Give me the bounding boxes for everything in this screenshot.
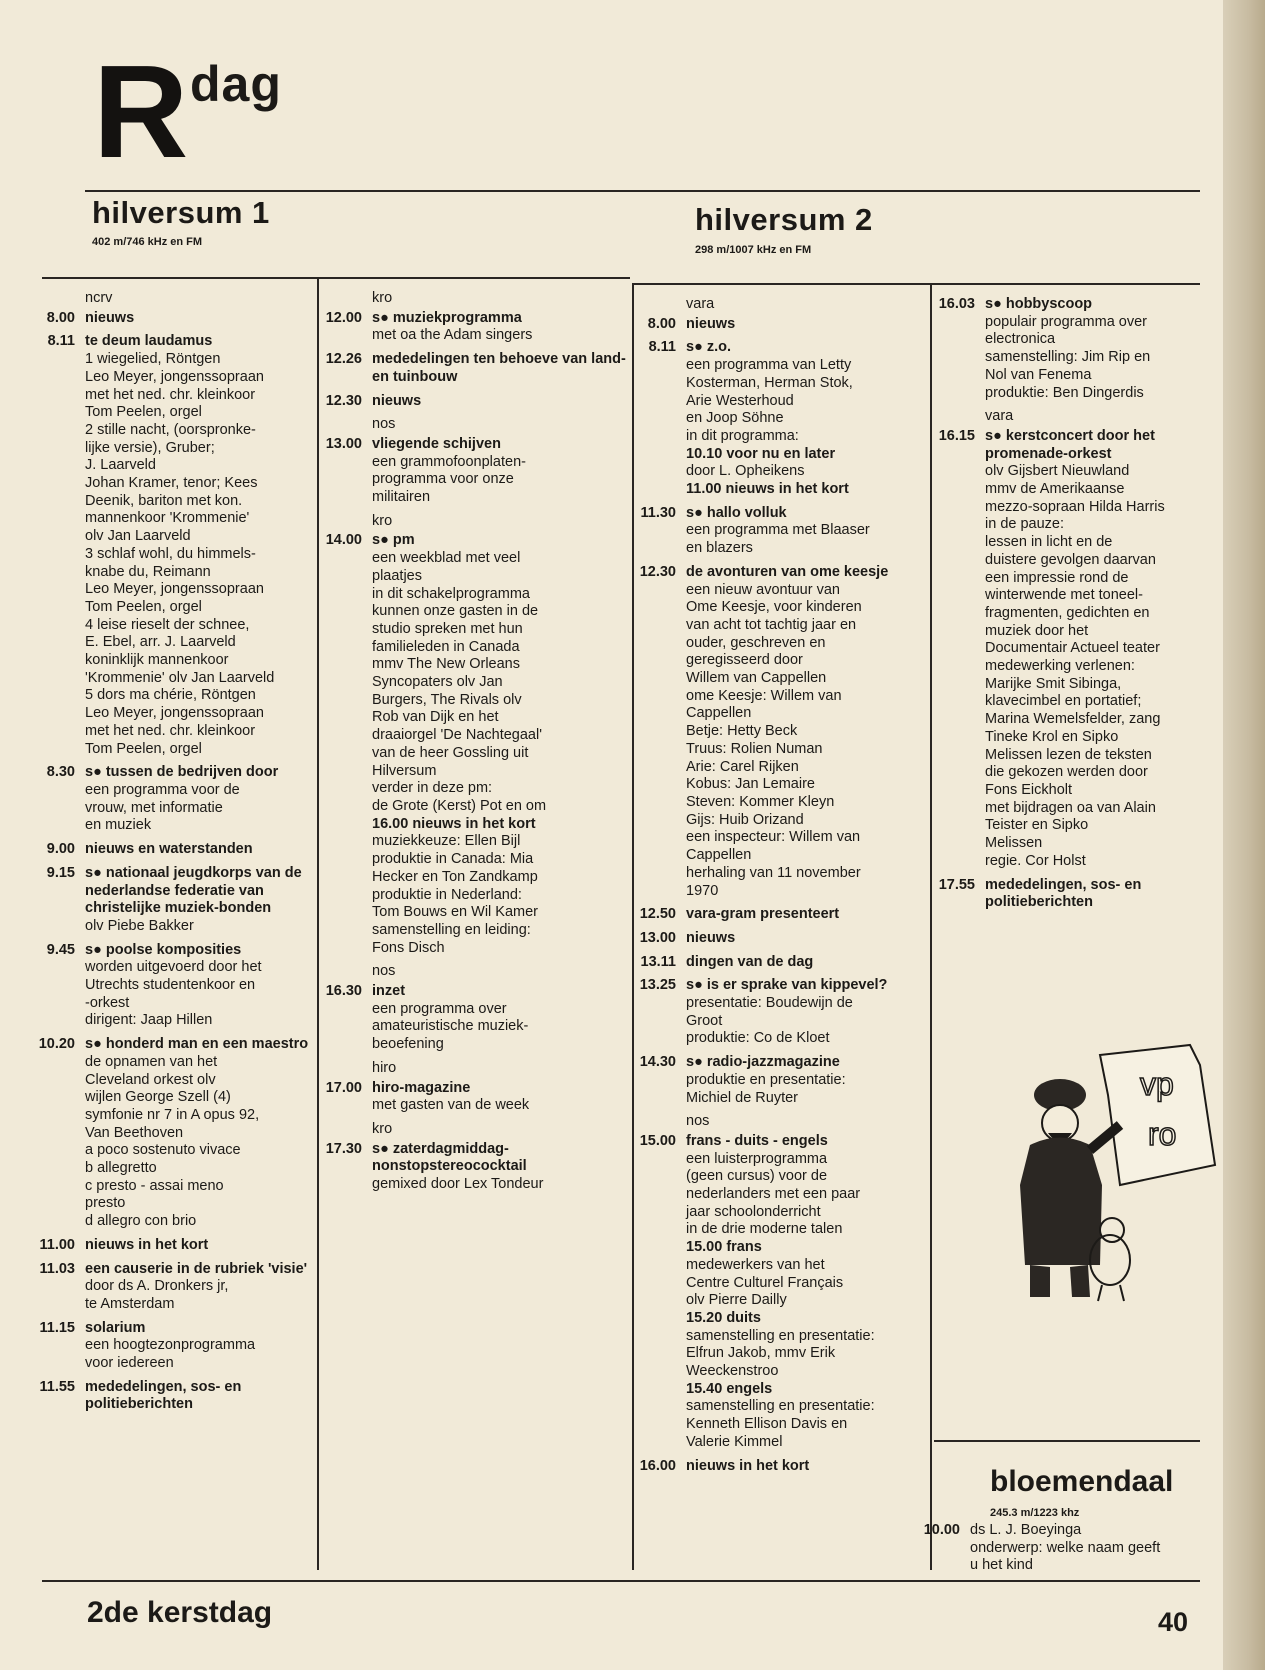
entry-title: mededelingen, sos- en politieberichten: [85, 1378, 242, 1413]
entry-time: 8.00: [647, 315, 676, 332]
entry-time: 12.00: [325, 309, 362, 326]
schedule-column-1: [35, 290, 315, 1420]
entry-description: door ds A. Dronkers jr, te Amsterdam: [85, 1278, 229, 1312]
entry-title: nieuws in het kort: [85, 1236, 209, 1253]
entry-time: 11.03: [39, 1260, 75, 1277]
entry-title: de avonturen van ome keesje: [686, 563, 889, 580]
entry-description: samenstelling en presentatie: Elfrun Jakob, mmv Erik Weeckenstroo: [686, 1327, 875, 1380]
entry-time: 14.30: [639, 1054, 676, 1071]
entry-body: [686, 1133, 926, 1452]
column-divider-3: [930, 285, 932, 1570]
entry-subheading: 15.00 frans: [686, 1239, 762, 1256]
entry-title: vara-gram presenteert: [686, 906, 840, 923]
schedule-entry: [322, 351, 627, 386]
entry-body: [372, 393, 627, 411]
entry-body: [85, 1036, 315, 1231]
entry-title: nieuws: [686, 315, 736, 332]
schedule-entry: [636, 954, 926, 972]
entry-title: nieuws in het kort: [686, 1457, 810, 1474]
entry-description: 1 wiegelied, Röntgen Leo Meyer, jongenssopraan met het ned. chr. kleinkoor Tom Peelen, orgel 2 stille nacht, (oorspronke- lijke versie), Gruber; J. Laarveld Johan Kramer, tenor; Kees Deenik, bariton met kon. mannenkoor 'Krommenie' olv Jan Laarveld 3 schlaf wohl, du himmels- knabe du, Reimann Leo Meyer, jongenssopraan Tom Peelen, orgel 4 leise rieselt der schnee, E. Ebel, arr. J. Laarveld koninklijk mannenkoor 'Krommenie' olv Jan Laarveld 5 dors ma chérie, Röntgen Leo Meyer, jongenssopraan met het ned. chr. kleinkoor Tom Peelen, orgel: [85, 351, 275, 757]
entry-time: 16.30: [325, 983, 362, 1000]
entry-body: [985, 428, 1205, 871]
schedule-entry: [322, 1141, 627, 1194]
entry-subheading: 15.20 duits: [686, 1309, 761, 1326]
top-rule: [85, 190, 1200, 192]
entry-title: nieuws: [686, 929, 736, 946]
schedule-column-3: [636, 296, 926, 1481]
schedule-entry: [35, 310, 315, 328]
entry-title: s● nationaal jeugdkorps van de nederlandse federatie van christelijke muziek-bonden: [85, 864, 302, 917]
entry-body: [85, 1261, 315, 1314]
broadcaster-label: kro: [372, 1120, 393, 1137]
sign-text-bottom: ro: [1148, 1116, 1177, 1152]
entry-title: s● z.o.: [686, 339, 732, 356]
entry-time: 14.00: [325, 532, 362, 549]
entry-time: 16.15: [938, 427, 975, 444]
entry-description: een grammofoonplaten- programma voor onze militairen: [372, 453, 526, 506]
station-title-hilversum2: hilversum 2: [695, 202, 873, 237]
station-freq-hilversum2: 298 m/1007 kHz en FM: [695, 244, 812, 256]
entry-title: s● pm: [372, 532, 415, 549]
broadcaster-label: nos: [372, 963, 396, 980]
station-title-bloemendaal: bloemendaal: [990, 1465, 1174, 1498]
schedule-entry: [35, 841, 315, 859]
entry-time: 11.30: [640, 504, 676, 521]
entry-title: dingen van de dag: [686, 953, 814, 970]
entry-description: met oa the Adam singers: [372, 327, 533, 344]
entry-time: 17.55: [938, 876, 975, 893]
entry-body: [372, 1141, 627, 1194]
schedule-rule-left: [42, 277, 630, 279]
schedule-entry: [636, 505, 926, 558]
schedule-rule-right: [632, 283, 1200, 285]
entry-description: een hoogtezonprogramma voor iedereen: [85, 1337, 256, 1372]
entry-title: s● hobbyscoop: [985, 296, 1093, 312]
entry-body: [985, 877, 1205, 912]
entry-time: 13.00: [639, 929, 676, 946]
entry-body: [372, 310, 627, 345]
entry-title: vliegende schijven: [372, 435, 501, 452]
vpro-mascot-illustration: [990, 1035, 1220, 1305]
entry-time: 13.25: [639, 977, 676, 994]
entry-title: frans - duits - engels: [686, 1132, 828, 1149]
entry-time: 17.30: [325, 1140, 362, 1157]
schedule-entry: [636, 977, 926, 1048]
entry-time: 13.00: [325, 435, 362, 452]
entry-description: een programma over amateuristische muziek- beoefening: [372, 1000, 529, 1053]
entry-body: [686, 906, 926, 924]
section-word: dag: [190, 56, 282, 112]
schedule-entry: [636, 1458, 926, 1476]
schedule-entry: [322, 393, 627, 411]
schedule-column-2: [322, 290, 627, 1200]
schedule-entry: [322, 436, 627, 507]
schedule-entry: [636, 1133, 926, 1452]
entry-title: s● tussen de bedrijven door: [85, 764, 279, 781]
entry-body: [372, 1080, 627, 1115]
entry-body: [686, 954, 926, 972]
entry-body: [85, 1320, 315, 1373]
entry-description: ds L. J. Boeyinga onderwerp: welke naam geeft u het kind: [970, 1522, 1161, 1574]
entry-title: s● muziekprogramma: [372, 309, 522, 326]
schedule-entry: [636, 1054, 926, 1107]
entry-body: [85, 764, 315, 835]
entry-description: een programma voor de vrouw, met informatie en muziek: [85, 781, 240, 834]
entry-time: 12.26: [325, 351, 362, 368]
entry-time: 9.45: [46, 941, 75, 958]
schedule-entry: [920, 1522, 1210, 1575]
man-figure: [1020, 1079, 1120, 1297]
station-freq-bloemendaal: 245.3 m/1223 khz: [990, 1507, 1080, 1519]
section-letter: R: [93, 38, 185, 185]
entry-description: olv Piebe Bakker: [85, 917, 194, 934]
schedule-entry: [935, 296, 1205, 402]
page-number: 40: [1158, 1607, 1189, 1637]
entry-title: mededelingen ten behoeve van land- en tuinbouw: [372, 351, 626, 385]
schedule-entry: [636, 339, 926, 498]
schedule-entry: [35, 333, 315, 758]
schedule-entry: [935, 428, 1205, 871]
entry-time: 17.00: [325, 1079, 362, 1096]
entry-body: [686, 316, 926, 334]
column-divider-2: [632, 285, 634, 1570]
schedule-entry: [322, 983, 627, 1054]
entry-description: worden uitgevoerd door het Utrechts studentenkoor en -orkest dirigent: Jaap Hillen: [85, 959, 262, 1029]
bloemendaal-rule: [934, 1440, 1200, 1442]
schedule-entry: [322, 532, 627, 957]
column-divider-1: [317, 279, 319, 1570]
entry-subheading: 15.40 engels: [686, 1380, 773, 1397]
schedule-entry: [35, 865, 315, 936]
broadcaster-label: kro: [372, 290, 393, 306]
entry-description: medewerkers van het Centre Culturel Français olv Pierre Dailly: [686, 1256, 844, 1309]
entry-body: [85, 841, 315, 859]
entry-time: 12.30: [325, 392, 362, 409]
entry-body: [686, 930, 926, 948]
entry-time: 16.00: [639, 1457, 676, 1474]
entry-title: mededelingen, sos- en politieberichten: [985, 876, 1142, 911]
entry-body: [686, 505, 926, 558]
broadcaster-label: vara: [686, 296, 715, 312]
entry-description: een nieuw avontuur van Ome Keesje, voor kinderen van acht tot tachtig jaar en ouder, geschreven en geregisseerd door Willem van Cappellen ome Keesje: Willem van Cappellen Betje: Hetty Beck Truus: Rolien Numan Arie: Carel Rijken Kobus: Jan Lemaire Steven: Kommer Kleyn Gijs: Huib Orizand een inspecteur: Willem van Cappellen herhaling van 11 november 1970: [686, 581, 862, 899]
entry-body: [686, 977, 926, 1048]
entry-description: presentatie: Boudewijn de Groot produktie: Co de Kloet: [686, 995, 853, 1047]
schedule-entry: [935, 877, 1205, 912]
schedule-entry: [636, 564, 926, 900]
entry-title: s● kerstconcert door het promenade-orkest: [985, 427, 1155, 462]
entry-time: 15.00: [639, 1132, 676, 1149]
entry-time: 8.11: [648, 339, 676, 356]
schedule-entry: [35, 1261, 315, 1314]
broadcaster-label: ncrv: [85, 290, 113, 306]
schedule-entry: [35, 1320, 315, 1373]
page-edge: [1223, 0, 1265, 1670]
schedule-column-4: [935, 296, 1205, 918]
entry-description: gemixed door Lex Tondeur: [372, 1176, 544, 1193]
entry-subheading: 16.00 nieuws in het kort: [372, 815, 536, 832]
entry-body: [85, 865, 315, 936]
entry-title: een causerie in de rubriek 'visie': [85, 1260, 308, 1277]
station-freq-hilversum1: 402 m/746 kHz en FM: [92, 236, 203, 248]
entry-title: s● is er sprake van kippevel?: [686, 977, 888, 994]
schedule-entry: [322, 310, 627, 345]
broadcaster-label: vara: [985, 408, 1014, 425]
entry-body: [85, 1379, 315, 1414]
broadcaster-label: nos: [372, 416, 396, 433]
broadcaster-label: nos: [686, 1113, 710, 1130]
entry-body: [372, 351, 627, 386]
entry-title: s● poolse komposities: [85, 941, 242, 958]
entry-description: een weekblad met veel plaatjes in dit schakelprogramma kunnen onze gasten in de studio spreken met hun familieleden in Canada mmv The New Orleans Syncopaters olv Jan Burgers, The Rivals olv Rob van Dijk en het draaiorgel 'De Nachtegaal' van de heer Gossling uit Hilversum verder in deze pm: de Grote (Kerst) Pot en om: [372, 550, 547, 814]
entry-body: [85, 333, 315, 758]
entry-time: 10.20: [38, 1036, 75, 1053]
schedule-entry: [35, 1237, 315, 1255]
entry-body: [85, 1237, 315, 1255]
entry-time: 8.11: [47, 333, 75, 350]
entry-time: 9.15: [46, 864, 75, 881]
entry-description: produktie en presentatie: Michiel de Ruyter: [686, 1071, 846, 1106]
entry-description: met gasten van de week: [372, 1097, 530, 1114]
entry-description: een programma van Letty Kosterman, Herman Stok, Arie Westerhoud en Joop Söhne in dit programma:: [686, 357, 853, 444]
sign-text-top: vp: [1140, 1066, 1174, 1102]
entry-subheading: 11.00 nieuws in het kort: [686, 481, 849, 498]
entry-body: [85, 942, 315, 1031]
schedule-entry: [35, 764, 315, 835]
entry-time: 11.00: [39, 1236, 75, 1253]
entry-title: nieuws en waterstanden: [85, 841, 253, 858]
entry-body: [372, 436, 627, 507]
station-title-hilversum1: hilversum 1: [92, 195, 270, 230]
entry-subheading: 10.10 voor nu en later: [686, 445, 836, 462]
entry-description: populair programma over electronica samenstelling: Jim Rip en Nol van Fenema produktie: Ben Dingerdis: [985, 313, 1151, 401]
schedule-entry: [636, 316, 926, 334]
schedule-entry: [35, 942, 315, 1031]
entry-title: hiro-magazine: [372, 1079, 471, 1096]
entry-time: 8.00: [46, 309, 75, 326]
schedule-entry: [322, 1080, 627, 1115]
entry-title: s● radio-jazzmagazine: [686, 1054, 840, 1071]
entry-time: 8.30: [46, 764, 75, 781]
vpro-sign: [1100, 1045, 1215, 1185]
entry-title: nieuws: [372, 392, 422, 409]
entry-description: olv Gijsbert Nieuwland mmv de Amerikaanse mezzo-sopraan Hilda Harris in de pauze: lessen in licht en de duistere gevolgen daarvan een impressie rond de winterwende met toneel- fragmenten, gedichten en muziek door het Documentair Actueel teater medewerking verlenen: Marijke Smit Sibinga, klavecimbel en portatief; Marina Wemelsfelder, zang Tineke Krol en Sipko Melissen lezen de teksten die gekozen werden door Fons Eickholt met bijdragen oa van Alain Teister en Sipko Melissen regie. Cor Holst: [985, 463, 1165, 869]
entry-body: [970, 1522, 1210, 1575]
entry-title: inzet: [372, 983, 406, 1000]
schedule-entry: [636, 930, 926, 948]
entry-body: [85, 310, 315, 328]
entry-body: [372, 532, 627, 957]
entry-title: solarium: [85, 1319, 146, 1336]
entry-time: 12.50: [639, 906, 676, 923]
schedule-entry: [35, 1036, 315, 1231]
entry-time: 11.55: [39, 1378, 75, 1395]
entry-body: [985, 296, 1205, 402]
entry-time: 11.15: [39, 1319, 75, 1336]
entry-time: 9.00: [46, 841, 75, 858]
entry-description: door L. Opheikens: [686, 463, 805, 480]
entry-title: nieuws: [85, 309, 135, 326]
entry-title: s● honderd man en een maestro: [85, 1036, 309, 1053]
entry-description: de opnamen van het Cleveland orkest olv wijlen George Szell (4) symfonie nr 7 in A opus 92, Van Beethoven a poco sostenuto vivace b allegretto c presto - assai meno presto d allegro con brio: [85, 1053, 260, 1230]
schedule-entry: [636, 906, 926, 924]
entry-description: een luisterprogramma (geen cursus) voor de nederlanders met een paar jaar schoolonderricht in de drie moderne talen: [686, 1150, 861, 1238]
entry-title: te deum laudamus: [85, 333, 213, 350]
entry-body: [686, 1458, 926, 1476]
entry-body: [372, 983, 627, 1054]
entry-time: 10.00: [923, 1522, 960, 1538]
entry-time: 16.03: [938, 296, 975, 312]
entry-description: samenstelling en presentatie: Kenneth Ellison Davis en Valerie Kimmel: [686, 1398, 875, 1450]
entry-body: [686, 1054, 926, 1107]
entry-title: s● zaterdagmiddag-nonstopstereococktail: [372, 1140, 527, 1175]
page-footer-title: 2de kerstdag: [87, 1596, 273, 1629]
broadcaster-label: kro: [372, 512, 393, 529]
entry-time: 13.11: [640, 953, 676, 970]
broadcaster-label: hiro: [372, 1059, 397, 1076]
entry-description: een programma met Blaaser en blazers: [686, 522, 870, 557]
schedule-bloemendaal: [920, 1522, 1210, 1581]
entry-body: [686, 564, 926, 900]
entry-body: [686, 339, 926, 498]
entry-time: 12.30: [639, 563, 676, 580]
schedule-entry: [35, 1379, 315, 1414]
entry-title: s● hallo volluk: [686, 504, 787, 521]
entry-description: muziekkeuze: Ellen Bijl produktie in Canada: Mia Hecker en Ton Zandkamp produktie in Nederland: Tom Bouws en Wil Kamer samenstelling en leiding: Fons Disch: [372, 833, 538, 956]
